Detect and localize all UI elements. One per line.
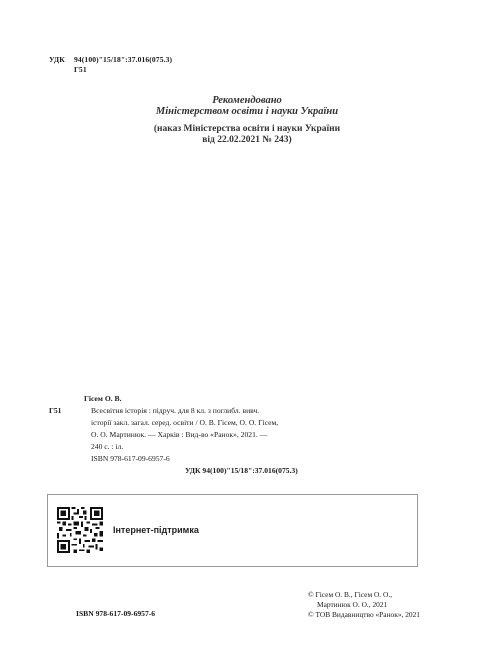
recommendation-order: (наказ Міністерства освіти і науки України [153,124,341,134]
author-index: Г51 [74,65,87,74]
bib-index: Г51 [49,406,62,415]
recommendation-title: Рекомендовано [212,95,282,106]
recommendation-ministry: Міністерством освіти і науки України [155,106,339,117]
copyright-line: © ТОВ Видавництво «Ранок», 2021 [308,610,420,619]
udk-code: 94(100)"15/18":37.016(075.3) [74,55,173,64]
qr-code-icon[interactable] [57,507,103,553]
copyright-line: © Гісем О. В., Гісем О. О., [308,590,393,599]
bib-line: історії закл. загал. серед. освіти / О. В. Гісем, О. О. Гісем, [91,418,279,427]
internet-support-box[interactable] [47,494,418,567]
internet-support-label[interactable]: Інтернет-підтримка [113,525,199,535]
bib-line: О. О. Мартинюк. — Харків : Вид-во «Ранок», 2021. — [91,430,268,439]
bib-line: Всесвітня історія : підруч. для 8 кл. з поглибл. вивч. [91,406,260,415]
bib-isbn: ISBN 978-617-09-6957-6 [91,454,170,463]
bib-line: 240 с. : іл. [91,442,124,451]
udk-label: УДК [49,55,65,64]
bib-author: Гісем О. В. [84,394,122,403]
footer-isbn: ISBN 978-617-09-6957-6 [76,609,156,618]
bib-udk: УДК 94(100)"15/18":37.016(075.3) [185,466,298,475]
copyright-line: Мартинюк О. О., 2021 [317,600,388,609]
recommendation-date: від 22.02.2021 № 243) [202,135,292,145]
